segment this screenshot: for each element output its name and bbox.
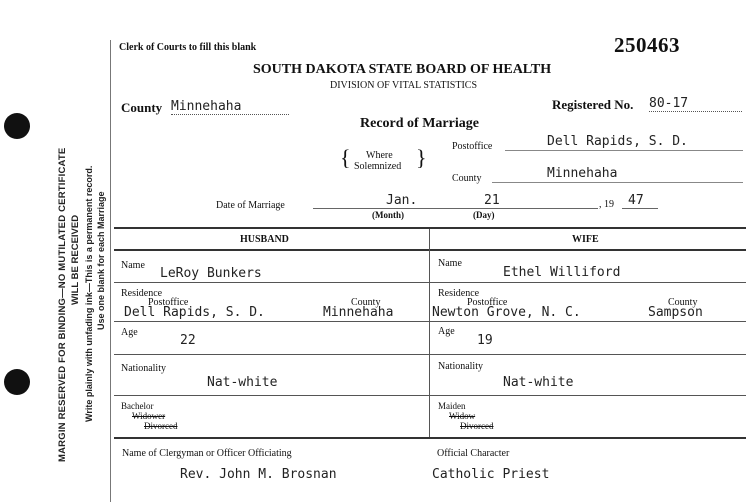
husband-nationality-label: Nationality	[121, 363, 166, 374]
record-title: Record of Marriage	[360, 116, 479, 131]
wife-status-divorced: Divorced	[460, 421, 494, 431]
table-center-divider	[429, 229, 430, 437]
solemnized-label: Solemnized	[354, 161, 402, 172]
where-brace-right: }	[416, 145, 427, 170]
county-value	[171, 99, 289, 115]
solemnized-postoffice-value: Dell Rapids, S. D.	[547, 134, 688, 149]
husband-residence-label: Residence	[121, 288, 163, 299]
husband-postoffice-label: Postoffice	[148, 297, 189, 308]
where-label: Where	[366, 150, 393, 161]
registered-label: Registered No.	[552, 97, 634, 112]
husband-postoffice: Dell Rapids, S. D.	[124, 305, 265, 320]
wife-name: Ethel Williford	[503, 265, 621, 280]
husband-county-label: County	[351, 297, 381, 308]
wife-name-label: Name	[438, 258, 462, 269]
husband-nationality: Nat-white	[207, 375, 278, 390]
margin-notice-1: MARGIN RESERVED FOR BINDING—NO MUTILATED CERTIFICATE	[57, 147, 68, 462]
wife-status-widow: Widow	[449, 411, 476, 421]
binding-hole-bottom	[4, 369, 30, 395]
date-month: Jan.	[386, 193, 418, 208]
margin-border	[110, 40, 111, 502]
wife-nationality-label: Nationality	[438, 361, 483, 372]
county-label: County	[121, 100, 163, 115]
husband-name-label: Name	[121, 260, 145, 271]
official-character: Catholic Priest	[432, 467, 550, 482]
date-year-line	[622, 208, 658, 209]
solemnized-county-value: Minnehaha	[547, 166, 618, 181]
wife-nationality: Nat-white	[503, 375, 574, 390]
wife-age: 19	[477, 333, 493, 348]
certificate-number: 250463	[614, 33, 680, 57]
husband-age: 22	[180, 333, 196, 348]
table-top-rule	[114, 227, 746, 229]
wife-county: Sampson	[648, 305, 703, 320]
margin-notice-3: Write plainly with unfading ink—This is a permanent record.	[84, 165, 94, 422]
row-nationality-rule	[114, 395, 746, 396]
solemnized-county-line	[492, 182, 743, 183]
wife-postoffice: Newton Grove, N. C.	[432, 305, 581, 320]
wife-status-maiden: Maiden	[438, 401, 466, 411]
row-name-rule	[114, 282, 746, 283]
wife-residence-label: Residence	[438, 288, 480, 299]
official-character-label: Official Character	[437, 448, 510, 459]
wife-age-label: Age	[438, 326, 455, 337]
date-label: Date of Marriage	[216, 200, 285, 211]
husband-county: Minnehaha	[323, 305, 394, 320]
date-year: 47	[628, 193, 644, 208]
husband-age-label: Age	[121, 327, 138, 338]
solemnized-postoffice-label: Postoffice	[452, 141, 493, 152]
board-title: SOUTH DAKOTA STATE BOARD OF HEALTH	[253, 62, 552, 77]
date-year-prefix-text: 19	[604, 199, 614, 210]
division-title: DIVISION OF VITAL STATISTICS	[330, 80, 478, 91]
husband-status-bachelor: Bachelor	[121, 401, 154, 411]
solemnized-postoffice-line	[505, 150, 743, 151]
county-value-text: Minnehaha	[171, 99, 242, 114]
solemnized-county-label: County	[452, 173, 482, 184]
husband-name: LeRoy Bunkers	[160, 266, 262, 281]
wife-postoffice-label: Postoffice	[467, 297, 508, 308]
where-brace-left: {	[340, 145, 351, 170]
date-day: 21	[484, 193, 500, 208]
husband-status-widower: Widower	[132, 411, 166, 421]
wife-county-label: County	[668, 297, 698, 308]
table-heading-rule	[114, 249, 746, 251]
registered-value-text: 80-17	[649, 96, 689, 111]
registered-value	[649, 96, 742, 112]
binding-hole-top	[4, 113, 30, 139]
date-year-prefix: , 19	[599, 199, 614, 210]
row-residence-rule	[114, 321, 746, 322]
table-bottom-rule	[114, 437, 746, 439]
date-month-label: (Month)	[372, 210, 404, 220]
date-day-label: (Day)	[473, 210, 495, 220]
margin-notice-2: WILL BE RECEIVED	[70, 214, 81, 305]
date-line	[313, 208, 598, 209]
margin-notice-4: Use one blank for each Marriage	[96, 191, 106, 330]
clerk-note: Clerk of Courts to fill this blank	[119, 42, 257, 53]
officiant-name: Rev. John M. Brosnan	[180, 467, 337, 482]
husband-status-divorced: Divorced	[144, 421, 178, 431]
husband-heading: HUSBAND	[240, 234, 289, 245]
row-age-rule	[114, 354, 746, 355]
wife-heading: WIFE	[572, 234, 599, 245]
officiant-name-label: Name of Clergyman or Officer Officiating	[122, 448, 292, 459]
